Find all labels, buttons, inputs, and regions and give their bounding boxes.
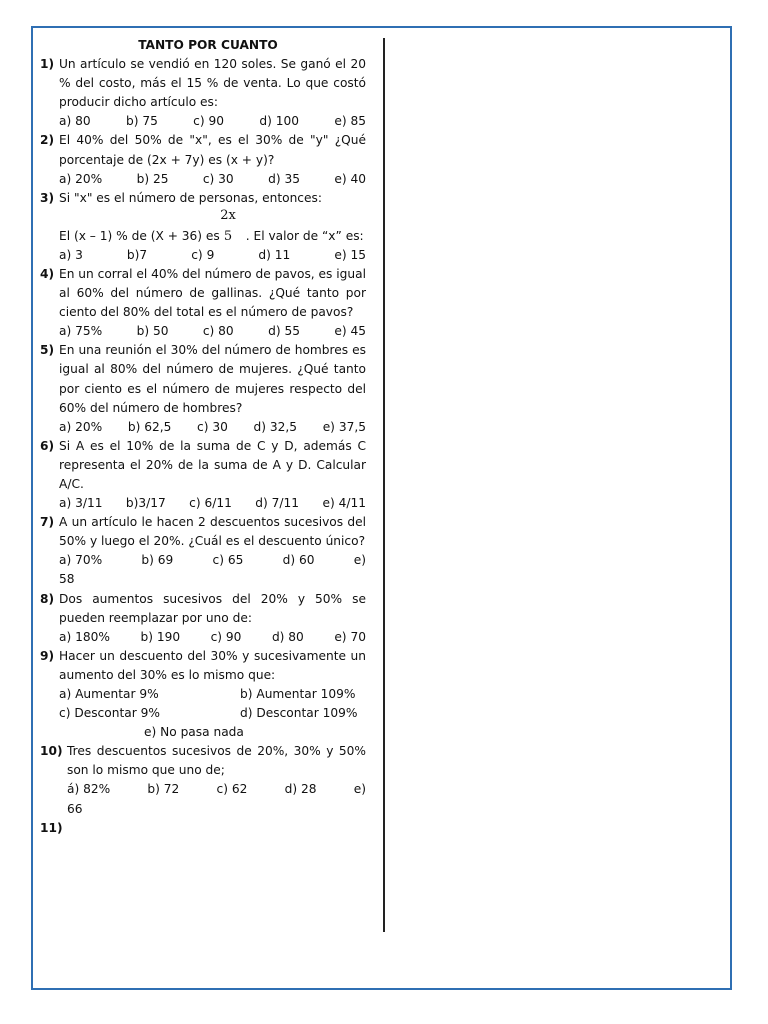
options-8 — [40, 628, 366, 647]
worksheet-title: TANTO POR CUANTO — [138, 38, 278, 52]
left-column — [40, 36, 366, 838]
option-a: a) 20% — [59, 419, 103, 434]
option-d: d) 80 — [271, 629, 304, 644]
question-stem: Si A es el 10% de la suma de C y D, además C representa el 20% de la suma de A y D. Calcular A/C. — [59, 438, 366, 491]
option-e: e) 40 — [334, 171, 366, 186]
option-d: d) 60 — [282, 553, 315, 568]
option-a: a) 70% — [59, 553, 103, 568]
option-a: a) 75% — [59, 324, 103, 339]
question-1 — [40, 55, 366, 112]
option-d: d) 55 — [268, 324, 300, 339]
question-5 — [40, 341, 366, 417]
option-e: e) 45 — [334, 324, 366, 339]
option-e: e) 4/11 — [322, 496, 366, 511]
question-11 — [40, 819, 366, 838]
option-b: b)3/17 — [125, 496, 166, 511]
question-stem: Tres descuentos sucesivos de 20%, 30% y 50% son lo mismo que uno de; — [67, 744, 366, 778]
option-b: b) 62,5 — [127, 419, 172, 434]
question-stem: Dos aumentos sucesivos del 20% y 50% se pueden reemplazar por uno de: — [59, 591, 366, 625]
stem-part-1: El (x – 1) % de (X + 36) es — [59, 228, 220, 243]
question-9 — [40, 647, 366, 685]
option-c: c) 30 — [197, 419, 228, 434]
option-c: c) 90 — [210, 629, 242, 644]
question-number: 3) — [40, 190, 55, 205]
question-stem: Si "x" es el número de personas, entonces: — [59, 190, 322, 205]
option-d: d) 28 — [284, 782, 317, 797]
options-1 — [40, 112, 366, 131]
fraction-gap — [220, 227, 246, 246]
option-e: e) — [353, 782, 366, 797]
option-a: a) 3/11 — [59, 496, 103, 511]
question-stem — [67, 819, 366, 838]
option-c: c) 30 — [202, 171, 234, 186]
option-d: d) 35 — [268, 171, 300, 186]
option-b: b) 75 — [125, 114, 158, 129]
question-number: 5) — [40, 343, 55, 358]
option-c: c) 65 — [212, 553, 244, 568]
option-d: d) 100 — [259, 114, 299, 129]
option-d: d) 32,5 — [253, 419, 298, 434]
option-a: a) 20% — [59, 171, 103, 186]
question-2 — [40, 131, 366, 169]
question-8 — [40, 590, 366, 628]
question-number: 1) — [40, 57, 55, 72]
options-9 — [40, 685, 366, 723]
question-stem: Un artículo se vendió en 120 soles. Se ganó el 20 % del costo, más el 15 % de venta. Lo que costó producir dicho artículo es: — [59, 57, 366, 110]
question-number: 2) — [40, 133, 55, 148]
options-3 — [40, 246, 366, 265]
option-c: c) Descontar 9% — [59, 706, 160, 721]
options-10 — [40, 780, 366, 799]
option-d: d) Descontar 109% — [240, 706, 358, 721]
question-stem: En un corral el 40% del número de pavos, es igual al 60% del número de gallinas. ¿Qué tanto por ciento del 80% del total es el número de pavos? — [59, 266, 366, 320]
question-stem: A un artículo le hacen 2 descuentos sucesivos del 50% y luego el 20%. ¿Cuál es el descuento único? — [59, 515, 366, 549]
option-a: á) 82% — [67, 782, 111, 797]
option-e: e) 70 — [334, 629, 366, 644]
question-stem: El 40% del 50% de "x", es el 30% de "y" ¿Qué porcentaje de (2x + 7y) es (x + y)? — [59, 133, 366, 167]
option-a: a) 3 — [59, 247, 83, 262]
option-b: b) 69 — [141, 553, 174, 568]
options-7 — [40, 551, 366, 570]
option-a: a) Aumentar 9% — [59, 687, 159, 701]
options-2 — [40, 170, 366, 189]
question-3-stem-continued — [40, 227, 385, 246]
question-10 — [40, 742, 366, 780]
question-number: 4) — [40, 266, 55, 281]
stem-part-2: . El valor de “x” es: — [245, 228, 364, 243]
option-e: e) — [353, 553, 366, 568]
question-number: 10) — [40, 744, 63, 759]
question-3 — [40, 189, 366, 208]
option-b: b) 190 — [140, 629, 181, 644]
fraction-denominator: 5 — [223, 228, 233, 244]
question-stem: Hacer un descuento del 30% y sucesivamente un aumento del 30% es lo mismo que: — [59, 648, 366, 682]
option-e: e) 37,5 — [322, 419, 366, 434]
option-e: e) 85 — [334, 114, 366, 129]
option-c: c) 90 — [193, 114, 225, 129]
option-d: d) 11 — [258, 247, 291, 262]
question-number: 8) — [40, 591, 55, 606]
options-5 — [40, 418, 366, 437]
question-number: 9) — [40, 648, 55, 663]
question-number: 11) — [40, 820, 63, 835]
option-c: c) 6/11 — [189, 496, 232, 511]
option-b: b)7 — [126, 247, 148, 262]
option-b: b) Aumentar 109% — [240, 687, 356, 701]
option-d: d) 7/11 — [255, 496, 300, 511]
option-e: e) No pasa nada — [144, 725, 244, 740]
option-e: e) 15 — [334, 247, 366, 262]
question-number: 7) — [40, 515, 55, 530]
question-stem: En una reunión el 30% del número de hombres es igual al 80% del número de mujeres. ¿Qué tanto por ciento es el número de mujeres respecto del 60% del número de hombres? — [59, 343, 366, 415]
question-3-fraction-line — [40, 208, 366, 246]
column-divider — [383, 38, 385, 932]
option-b: b) 25 — [136, 171, 169, 186]
option-b: b) 72 — [147, 782, 180, 797]
option-e-value: 58 — [59, 572, 75, 587]
option-e-value: 66 — [67, 801, 83, 816]
options-6 — [40, 494, 366, 513]
option-b: b) 50 — [136, 324, 169, 339]
question-number: 6) — [40, 438, 55, 453]
options-4 — [40, 322, 366, 341]
option-c: c) 80 — [202, 324, 234, 339]
option-c: c) 62 — [216, 782, 248, 797]
option-c: c) 9 — [191, 247, 215, 262]
question-4 — [40, 265, 366, 322]
question-7 — [40, 513, 366, 551]
fraction-numerator: 2x — [220, 207, 236, 223]
question-6 — [40, 437, 366, 494]
option-a: a) 80 — [59, 114, 91, 129]
option-a: a) 180% — [59, 629, 110, 644]
